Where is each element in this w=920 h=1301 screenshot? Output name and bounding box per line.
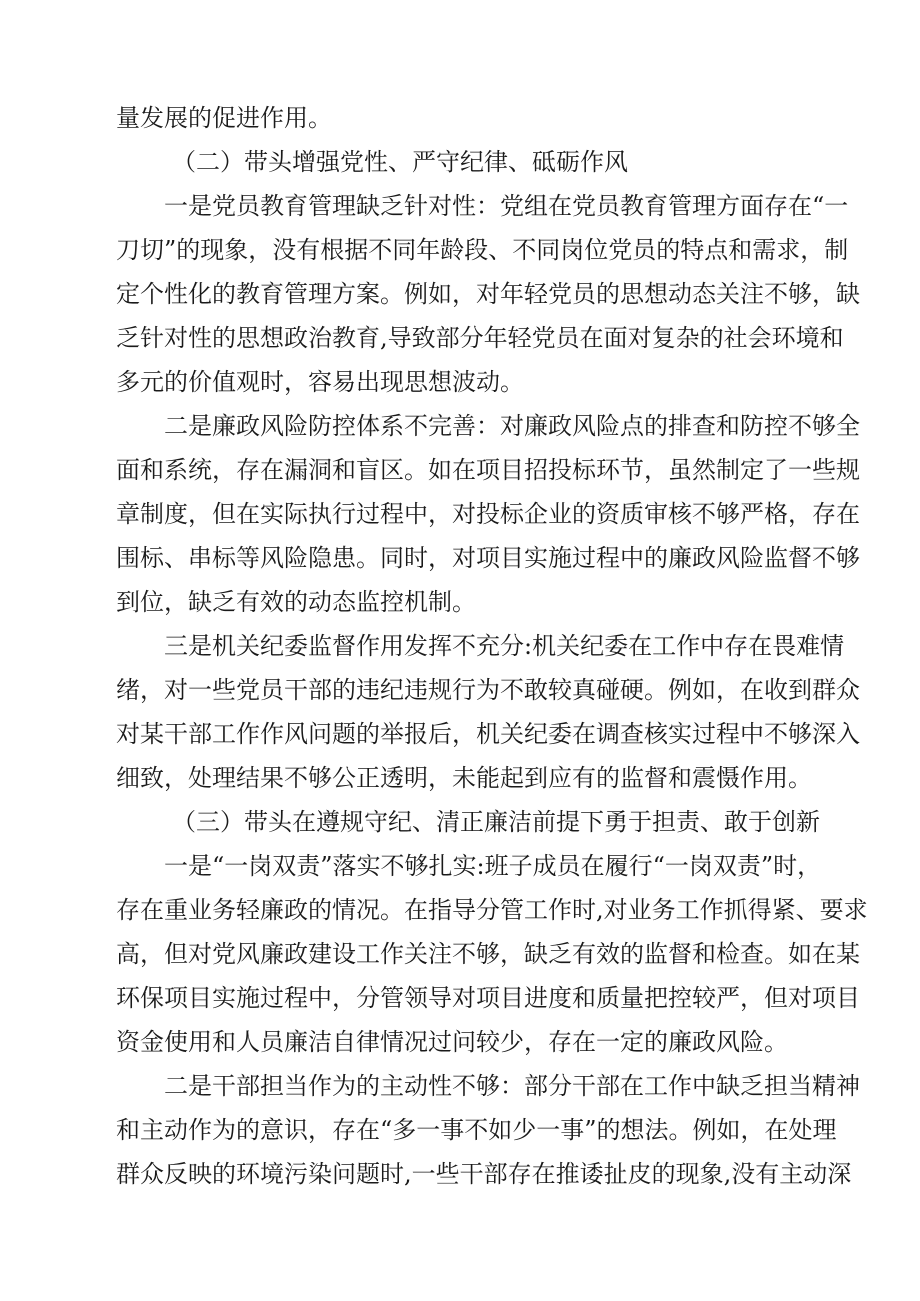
- section-heading: （二）带头增强党性、严守纪律、砥砺作风: [172, 148, 628, 176]
- paragraph-line: 到位，缺乏有效的动态监控机制。: [116, 588, 476, 616]
- paragraph-line: 群众反映的环境污染问题时,一些干部存在推诿扯皮的现象,没有主动深: [116, 1160, 852, 1188]
- paragraph-line: 三是机关纪委监督作用发挥不充分:机关纪委在工作中存在畏难情: [164, 632, 845, 660]
- paragraph-line: 量发展的促进作用。: [116, 104, 332, 132]
- paragraph-line: 一是党员教育管理缺乏针对性：党组在党员教育管理方面存在“一: [164, 192, 849, 220]
- paragraph-line: 对某干部工作作风问题的举报后，机关纪委在调查核实过程中不够深入: [116, 720, 860, 748]
- paragraph-line: 章制度，但在实际执行过程中，对投标企业的资质审核不够严格，存在: [116, 500, 860, 528]
- paragraph-line: 定个性化的教育管理方案。例如，对年轻党员的思想动态关注不够，缺: [116, 280, 860, 308]
- paragraph-line: 存在重业务轻廉政的情况。在指导分管工作时,对业务工作抓得紧、要求: [116, 896, 868, 924]
- paragraph-line: 二是廉政风险防控体系不完善：对廉政风险点的排查和防控不够全: [164, 412, 860, 440]
- paragraph-line: 刀切”的现象，没有根据不同年龄段、不同岗位党员的特点和需求，制: [116, 236, 849, 264]
- paragraph-line: 细致，处理结果不够公正透明，未能起到应有的监督和震慑作用。: [116, 764, 812, 792]
- paragraph-line: 二是干部担当作为的主动性不够：部分干部在工作中缺乏担当精神: [164, 1072, 860, 1100]
- paragraph-line: 面和系统，存在漏洞和盲区。如在项目招投标环节，虽然制定了一些规: [116, 456, 860, 484]
- paragraph-line: 和主动作为的意识，存在“多一事不如少一事”的想法。例如，在处理: [116, 1116, 837, 1144]
- paragraph-line: 多元的价值观时，容易出现思想波动。: [116, 368, 524, 396]
- paragraph-line: 一是“一岗双责”落实不够扎实:班子成员在履行“一岗双责”时，: [164, 852, 822, 880]
- paragraph-line: 围标、串标等风险隐患。同时，对项目实施过程中的廉政风险监督不够: [116, 544, 860, 572]
- paragraph-line: 环保项目实施过程中，分管领导对项目进度和质量把控较严，但对项目: [116, 984, 860, 1012]
- section-heading: （三）带头在遵规守纪、清正廉洁前提下勇于担责、敢于创新: [172, 808, 820, 836]
- paragraph-line: 高，但对党风廉政建设工作关注不够，缺乏有效的监督和检查。如在某: [116, 940, 860, 968]
- paragraph-line: 乏针对性的思想政治教育,导致部分年轻党员在面对复杂的社会环境和: [116, 324, 844, 352]
- paragraph-line: 绪，对一些党员干部的违纪违规行为不敢较真碰硬。例如，在收到群众: [116, 676, 860, 704]
- paragraph-line: 资金使用和人员廉洁自律情况过问较少，存在一定的廉政风险。: [116, 1028, 788, 1056]
